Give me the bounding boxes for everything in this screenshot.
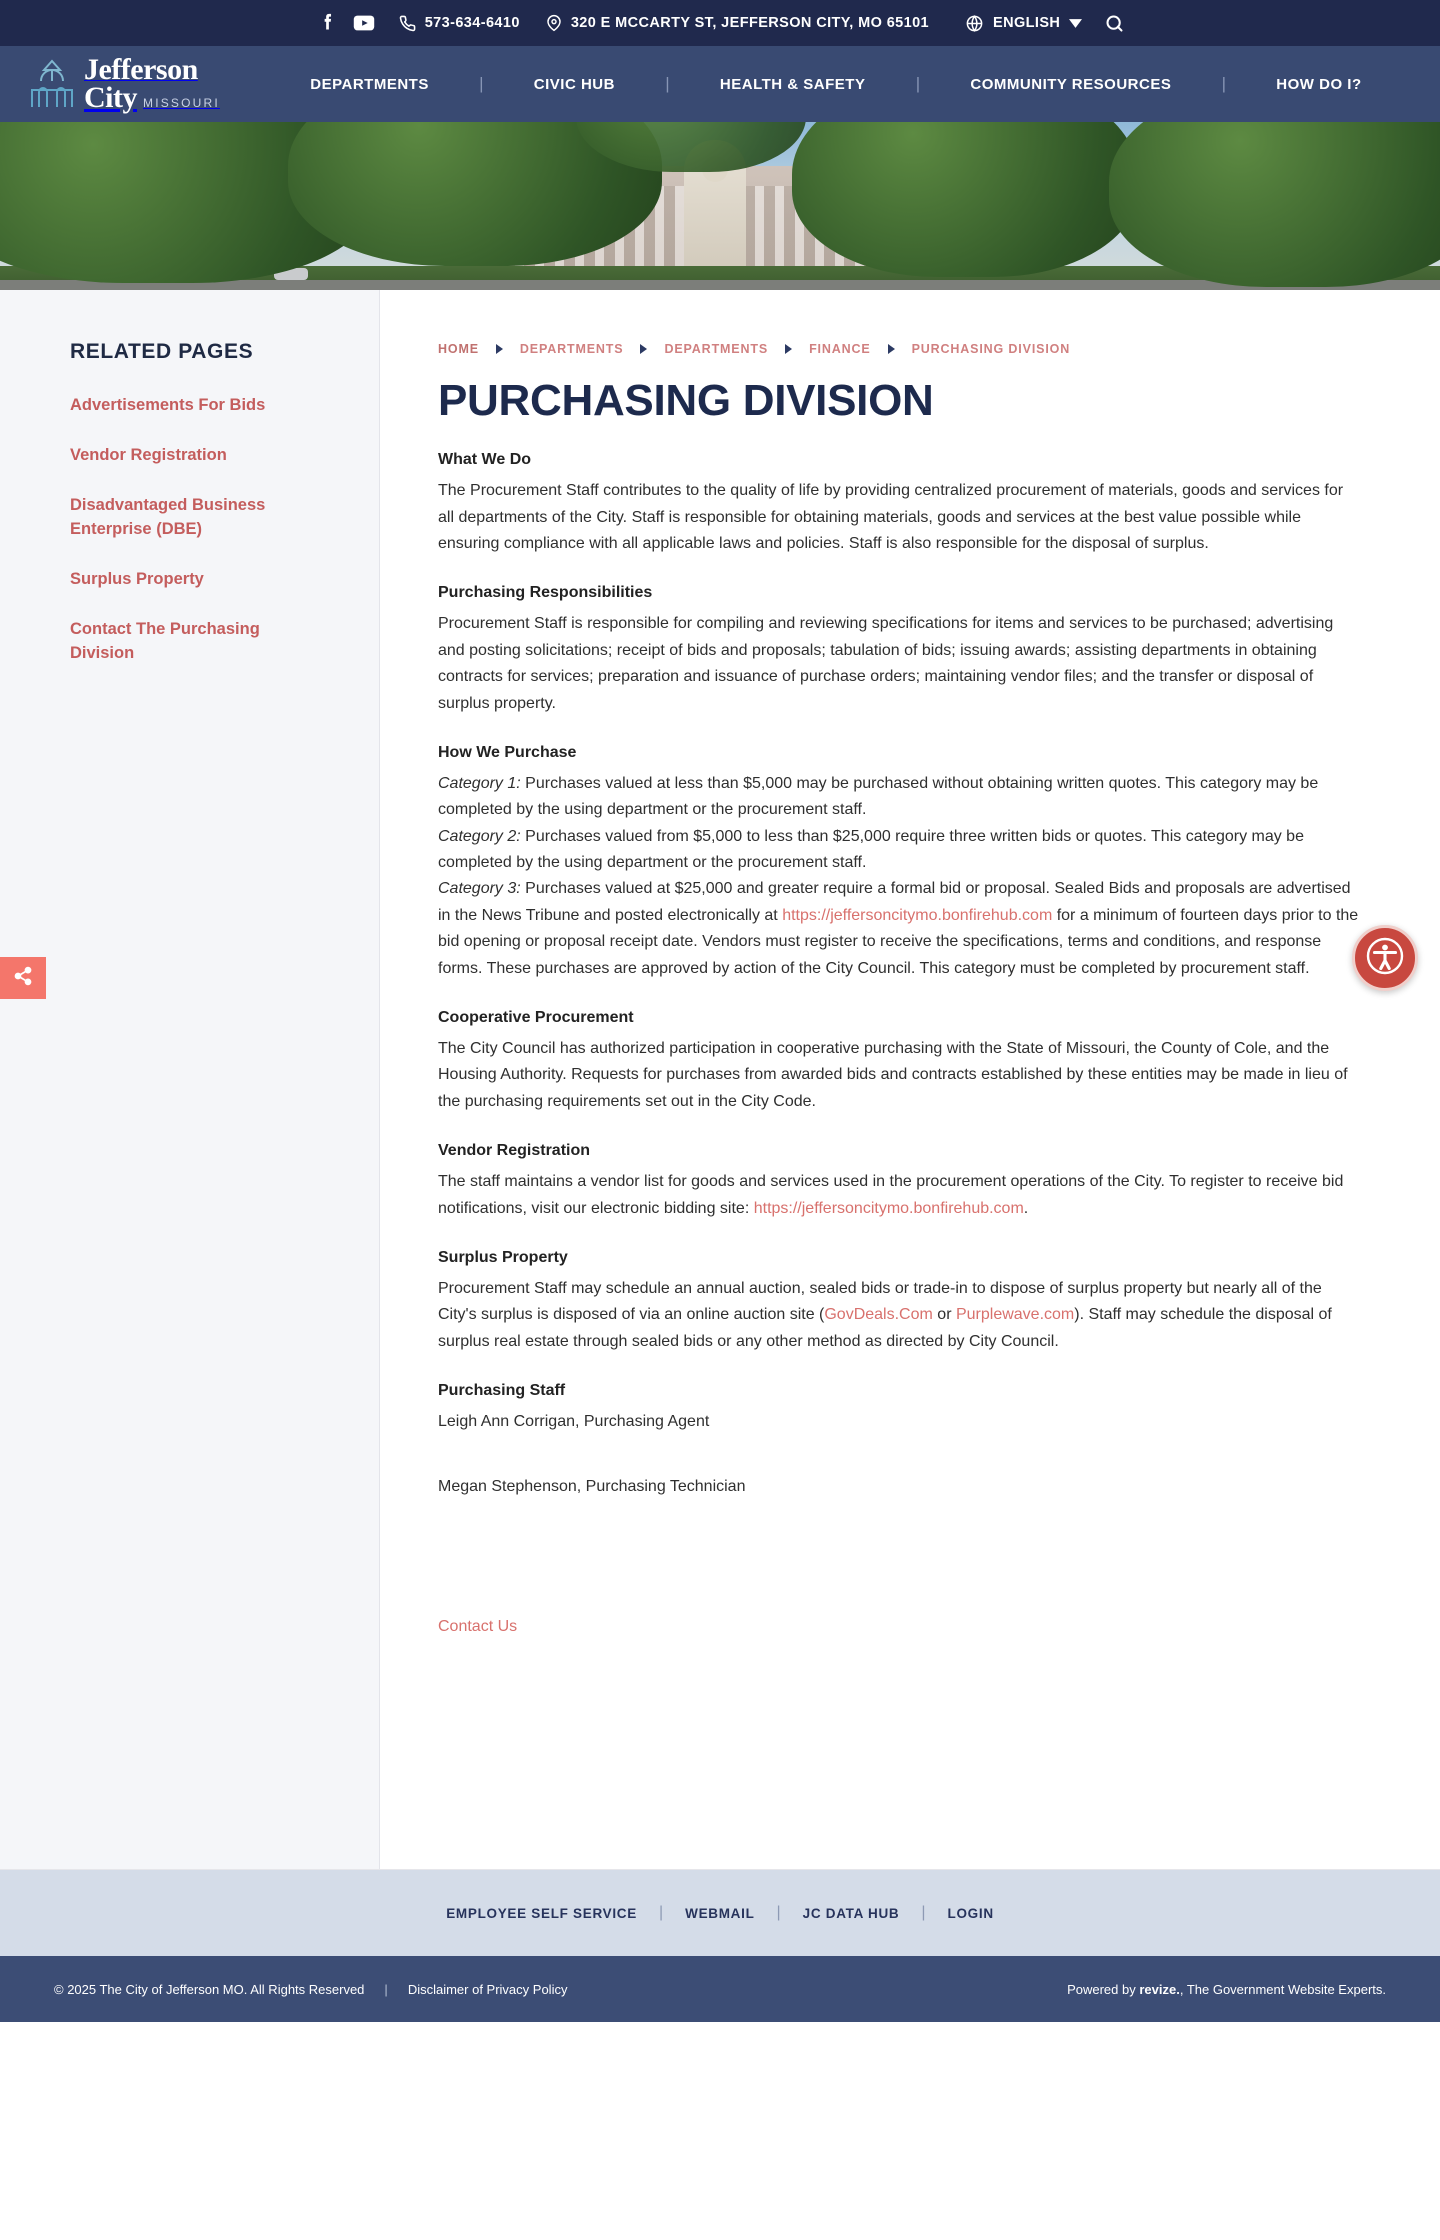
category-1-label: Category 1:	[438, 774, 521, 792]
breadcrumb-item-departments-2[interactable]: DEPARTMENTS	[664, 342, 769, 356]
section-body-cooperative-procurement: The City Council has authorized participation in cooperative purchasing with the State of Missouri, the County of Cole, and the Housing Authority. Requests for purchases from awarded bids and contracts established by these entities may be made in lieu of the purchasing requirements set out in the City Code.	[438, 1040, 1348, 1110]
sidebar-item-surplus-property[interactable]: Surplus Property	[70, 569, 204, 588]
section-body-surplus-property	[438, 1276, 1360, 1355]
govdeals-link[interactable]: GovDeals.Com	[824, 1306, 933, 1324]
footer-bottom-separator: |	[384, 1981, 388, 1997]
category-2-paragraph	[438, 824, 1360, 877]
breadcrumb	[438, 342, 1360, 356]
staff-spacer	[438, 1436, 1360, 1474]
phone-icon	[399, 15, 416, 32]
section-heading-surplus-property: Surplus Property	[438, 1249, 568, 1266]
nav-separator: |	[915, 74, 921, 93]
breadcrumb-item-purchasing-division[interactable]: PURCHASING DIVISION	[911, 342, 1071, 356]
nav-item-community-resources[interactable]: COMMUNITY RESOURCES	[970, 75, 1172, 93]
share-icon	[13, 966, 33, 991]
share-button[interactable]	[0, 957, 46, 999]
facebook-icon[interactable]	[315, 10, 341, 36]
sidebar-item-vendor-registration[interactable]: Vendor Registration	[70, 445, 227, 464]
category-3-label: Category 3:	[438, 880, 521, 898]
logo-line-2: City	[84, 81, 137, 114]
accessibility-button[interactable]	[1352, 925, 1418, 991]
staff-person-1: Leigh Ann Corrigan, Purchasing Agent	[438, 1413, 710, 1431]
section-heading-what-we-do: What We Do	[438, 451, 532, 469]
related-pages-sidebar	[0, 290, 380, 1869]
revize-brand[interactable]: revize.	[1139, 1981, 1180, 1997]
category-1-paragraph	[438, 771, 1360, 824]
capitol-dome-icon	[30, 59, 74, 109]
section-heading-how-we-purchase: How We Purchase	[438, 743, 577, 761]
breadcrumb-item-home[interactable]: HOME	[438, 342, 479, 356]
logo-line-1: Jefferson	[84, 53, 198, 87]
category-3-body-b: for a minimum of fourteen days prior to the bid opening or proposal receipt date. Vendors must register to receive the specifications, terms and conditions, and response forms. These purchases are approved by action of the City Council. This category must be completed by procurement staff.	[438, 906, 1359, 977]
address-block[interactable]	[546, 14, 929, 32]
nav-item-departments[interactable]: DEPARTMENTS	[310, 75, 429, 93]
category-2-body: Purchases valued from $5,000 to less than $25,000 require three written bids or quotes. This category may be completed by the using department or the procurement staff.	[438, 827, 1304, 872]
top-utility-bar	[0, 0, 1440, 46]
section-heading-vendor-registration: Vendor Registration	[438, 1142, 591, 1160]
footer-link-login[interactable]: LOGIN	[947, 1905, 994, 1921]
sidebar-item-dbe[interactable]: Disadvantaged Business Enterprise (DBE)	[70, 495, 266, 538]
language-selector[interactable]	[965, 14, 1082, 33]
footer-separator: |	[921, 1904, 926, 1921]
page-title: PURCHASING DIVISION	[438, 376, 934, 425]
globe-icon	[965, 14, 984, 33]
footer-link-webmail[interactable]: WEBMAIL	[685, 1905, 755, 1921]
bonfirehub-link[interactable]: https://jeffersoncitymo.bonfirehub.com	[782, 906, 1053, 924]
nav-item-health-safety[interactable]: HEALTH & SAFETY	[719, 75, 866, 93]
chevron-down-icon	[1069, 19, 1082, 28]
page-body	[0, 290, 1440, 1870]
footer-bottom-bar	[0, 1956, 1440, 2022]
powered-by-prefix: Powered by	[1067, 1981, 1140, 1997]
breadcrumb-arrow-icon	[496, 344, 503, 354]
nav-separator: |	[479, 74, 484, 93]
nav-links	[260, 74, 1440, 94]
nav-item-civic-hub[interactable]: CIVIC HUB	[533, 75, 615, 93]
section-heading-purchasing-staff: Purchasing Staff	[438, 1382, 566, 1400]
bonfirehub-link-2[interactable]: https://jeffersoncitymo.bonfirehub.com	[753, 1199, 1024, 1217]
section-body-vendor-registration	[438, 1169, 1360, 1222]
site-logo[interactable]	[30, 53, 260, 114]
powered-by	[1067, 1982, 1386, 1997]
main-content	[380, 290, 1440, 1869]
copyright-text: © 2025 The City of Jefferson MO. All Rights Reserved	[54, 1981, 365, 1997]
footer-quick-links	[0, 1870, 1440, 1956]
location-pin-icon	[546, 14, 562, 32]
section-body-what-we-do: The Procurement Staff contributes to the quality of life by providing centralized procurement of materials, goods and services for all departments of the City. Staff is responsible for obtaining materials, goods and services at the best value possible while ensuring compliance with all applicable laws and policies. Staff is also responsible for the disposal of surplus.	[438, 482, 1344, 552]
sidebar-title: RELATED PAGES	[70, 340, 254, 363]
youtube-icon[interactable]	[351, 13, 377, 33]
sidebar-item-contact-purchasing[interactable]: Contact The Purchasing Division	[70, 619, 260, 662]
language-label: ENGLISH	[993, 15, 1061, 31]
purplewave-link[interactable]: Purplewave.com	[955, 1306, 1075, 1324]
breadcrumb-item-finance[interactable]: FINANCE	[809, 342, 871, 356]
address-text: 320 E MCCARTY ST, JEFFERSON CITY, MO 65101	[570, 15, 930, 31]
vendor-registration-body-a: The staff maintains a vendor list for goods and services used in the procurement operations of the City. To register to receive bid notifications, visit our electronic bidding site:	[438, 1173, 1344, 1217]
vendor-registration-body-b: .	[1023, 1199, 1029, 1217]
logo-state: MISSOURI	[143, 96, 220, 110]
phone-number: 573-634-6410	[424, 15, 520, 31]
breadcrumb-arrow-icon	[640, 344, 647, 354]
hero-tree	[792, 122, 1138, 277]
footer-separator: |	[776, 1904, 781, 1921]
search-icon[interactable]	[1104, 13, 1125, 34]
staff-person-2: Megan Stephenson, Purchasing Technician	[438, 1477, 746, 1495]
surplus-body-b: ). Staff may schedule the disposal of surplus real estate through sealed bids or any other method as directed by City Council.	[438, 1306, 1332, 1350]
footer-separator: |	[658, 1904, 664, 1921]
section-heading-purchasing-responsibilities: Purchasing Responsibilities	[438, 584, 653, 602]
footer-link-jc-data-hub[interactable]: JC DATA HUB	[802, 1905, 900, 1921]
nav-item-how-do-i[interactable]: HOW DO I?	[1276, 75, 1362, 93]
sidebar-item-advertisements-for-bids[interactable]: Advertisements For Bids	[70, 396, 266, 414]
surplus-body-mid: or	[932, 1306, 956, 1324]
nav-separator: |	[665, 74, 670, 93]
breadcrumb-item-departments[interactable]: DEPARTMENTS	[519, 342, 624, 356]
powered-by-suffix: , The Government Website Experts.	[1179, 1981, 1386, 1997]
section-body-purchasing-responsibilities: Procurement Staff is responsible for compiling and reviewing specifications for items and services to be purchased; advertising and posting solicitations; receipt of bids and proposals; tabulation of bids; issuing awards; assisting departments in obtaining contracts for services; preparation and issuance of purchase orders; maintaining vendor files; and the transfer or disposal of surplus property.	[438, 615, 1334, 712]
category-1-body: Purchases valued at less than $5,000 may be purchased without obtaining written quotes. This category may be completed by the using department or the procurement staff.	[438, 774, 1319, 819]
contact-us-link[interactable]: Contact Us	[438, 1617, 518, 1635]
surplus-body-a: Procurement Staff may schedule an annual auction, sealed bids or trade-in to dispose of surplus property but nearly all of the City's surplus is disposed of via an online auction site (	[438, 1280, 1322, 1324]
phone-contact[interactable]	[399, 15, 520, 32]
category-3-paragraph	[438, 876, 1360, 982]
breadcrumb-arrow-icon	[785, 344, 792, 354]
main-navigation	[0, 46, 1440, 122]
disclaimer-link[interactable]: Disclaimer of Privacy Policy	[407, 1981, 568, 1997]
nav-separator: |	[1221, 74, 1227, 93]
category-2-label: Category 2:	[438, 827, 521, 845]
section-heading-cooperative-procurement: Cooperative Procurement	[438, 1009, 634, 1027]
hero-tree	[1109, 122, 1440, 287]
category-3-body-a: Purchases valued at $25,000 and greater require a formal bid or proposal. Sealed Bids and proposals are advertised in the News Tribune and posted electronically at	[438, 880, 1351, 924]
hero-banner-image	[0, 122, 1440, 290]
footer-link-employee-self-service[interactable]: EMPLOYEE SELF SERVICE	[446, 1905, 637, 1921]
breadcrumb-arrow-icon	[888, 344, 895, 354]
accessibility-icon	[1365, 936, 1405, 981]
